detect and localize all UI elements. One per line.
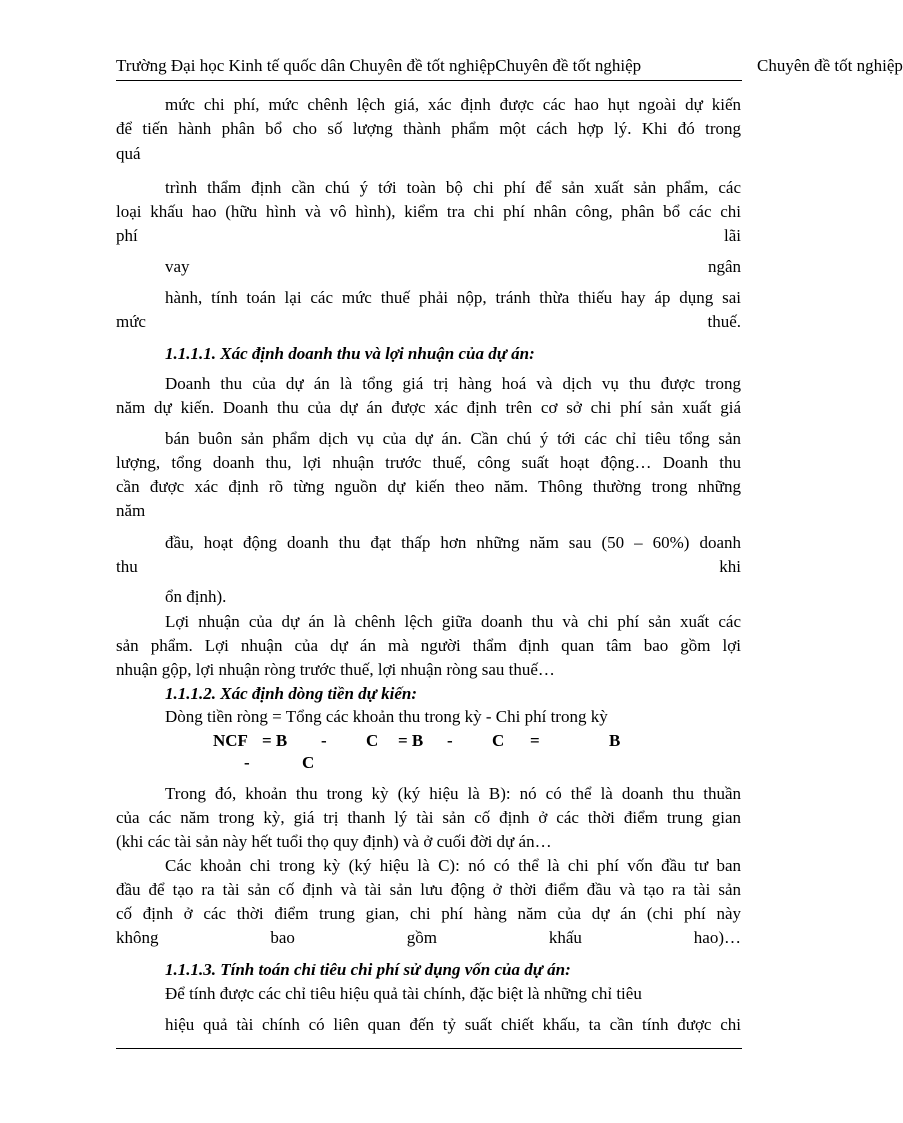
text-line: Dòng tiền ròng = Tổng các khoản thu trong kỳ - Chi phí trong kỳ bbox=[165, 707, 608, 726]
text-line: mức chi phí, mức chênh lệch giá, xác định được các hao hụt ngoài dự kiến bbox=[165, 95, 741, 114]
formula-term: C bbox=[302, 753, 315, 772]
section-heading: 1.1.1.3. Tính toán chỉ tiêu chi phí sử dụng vốn của dự án: bbox=[165, 960, 571, 979]
text-line: phí bbox=[116, 226, 138, 245]
text-line: nhuận gộp, lợi nhuận ròng trước thuế, lợi nhuận ròng sau thuế… bbox=[116, 660, 555, 679]
text-line: Các khoản chi trong kỳ (ký hiệu là C): nó có thể là chi phí vốn đầu tư ban bbox=[165, 856, 741, 875]
formula-term: = B bbox=[398, 731, 424, 750]
text-line: cố định ở các thời điểm trung gian, chi phí hàng năm của dự án (chi phí này bbox=[116, 904, 741, 923]
text-line: ngân bbox=[707, 257, 741, 276]
text-line: của các năm trong kỳ, giá trị thanh lý tài sản cố định ở các thời điểm trung gian bbox=[116, 808, 741, 827]
text-line: đầu để tạo ra tài sản cố định và tài sản lưu động ở thời điểm đầu và tạo ra tài sản bbox=[116, 880, 741, 899]
formula-equals: = bbox=[530, 731, 540, 750]
section-heading: 1.1.1.1. Xác định doanh thu và lợi nhuận của dự án: bbox=[165, 344, 535, 363]
text-line: hiệu quả tài chính có liên quan đến tỷ suất chiết khấu, ta cần tính được chi bbox=[165, 1015, 741, 1034]
text-line: khi bbox=[719, 557, 741, 576]
formula-minus: - bbox=[321, 731, 327, 750]
text-line: loại khấu hao (hữu hình và vô hình), kiểm tra chi phí nhân công, phân bổ các chi bbox=[116, 202, 741, 221]
text-line: lượng, tổng doanh thu, lợi nhuận trước thuế, công suất hoạt động… Doanh thu bbox=[116, 453, 741, 472]
text-line: trình thẩm định cần chú ý tới toàn bộ chi phí để sản xuất sản phẩm, các bbox=[165, 178, 741, 197]
text-line: Lợi nhuận của dự án là chênh lệch giữa doanh thu và chi phí sản xuất các bbox=[165, 612, 741, 631]
formula-term: C bbox=[492, 731, 505, 750]
text-line: thuế. bbox=[707, 312, 741, 331]
footer-rule bbox=[116, 1048, 742, 1049]
text-line: sản phẩm. Lợi nhuận của dự án mà người thẩm định quan tâm bao gồm lợi bbox=[116, 636, 741, 655]
text-line: để tiến hành phân bổ cho số lượng thành phẩm một cách hợp lý. Khi đó trong bbox=[116, 119, 741, 138]
text-line: vay bbox=[165, 257, 190, 276]
header-title-overflow: Chuyên đề tốt nghiệp bbox=[757, 56, 903, 75]
formula-minus: - bbox=[244, 753, 250, 772]
text-line: năm bbox=[116, 501, 146, 520]
text-line: đầu, hoạt động doanh thu đạt thấp hơn những năm sau (50 – 60%) doanh bbox=[165, 533, 741, 552]
formula-term: B bbox=[609, 731, 621, 750]
text-line: quá bbox=[116, 144, 141, 163]
text-line: không bao gồm khấu hao)… bbox=[116, 928, 741, 947]
formula-ncf: NCF bbox=[213, 731, 248, 750]
header-rule bbox=[116, 80, 742, 81]
formula-minus: - bbox=[447, 731, 453, 750]
text-line: cần được xác định rõ từng nguồn dự kiến theo năm. Thông thường trong những bbox=[116, 477, 741, 496]
text-line: năm dự kiến. Doanh thu của dự án được xác định trên cơ sở chi phí sản xuất giá bbox=[116, 398, 741, 417]
text-line: Doanh thu của dự án là tổng giá trị hàng hoá và dịch vụ thu được trong bbox=[165, 374, 741, 393]
formula-term: C bbox=[366, 731, 379, 750]
section-heading: 1.1.1.2. Xác định dòng tiền dự kiến: bbox=[165, 684, 417, 703]
text-line: Để tính được các chỉ tiêu hiệu quả tài chính, đặc biệt là những chỉ tiêu bbox=[165, 984, 642, 1003]
text-line: bán buôn sản phẩm dịch vụ của dự án. Cần chú ý tới các chỉ tiêu tổng sản bbox=[165, 429, 741, 448]
text-line: Trong đó, khoản thu trong kỳ (ký hiệu là B): nó có thể là doanh thu thuần bbox=[165, 784, 741, 803]
text-line: hành, tính toán lại các mức thuế phải nộp, tránh thừa thiếu hay áp dụng sai bbox=[165, 288, 741, 307]
text-line: (khi các tài sản này hết tuổi thọ quy định) và ở cuối đời dự án… bbox=[116, 832, 552, 851]
text-line: lãi bbox=[724, 226, 741, 245]
text-line: ổn định). bbox=[165, 587, 227, 606]
text-line: thu bbox=[116, 557, 138, 576]
text-line: mức bbox=[116, 312, 146, 331]
formula-term: = B bbox=[262, 731, 288, 750]
header-title: Trường Đại học Kinh tế quốc dân Chuyên đề tốt nghiệpChuyên đề tốt nghiệp bbox=[116, 56, 642, 75]
